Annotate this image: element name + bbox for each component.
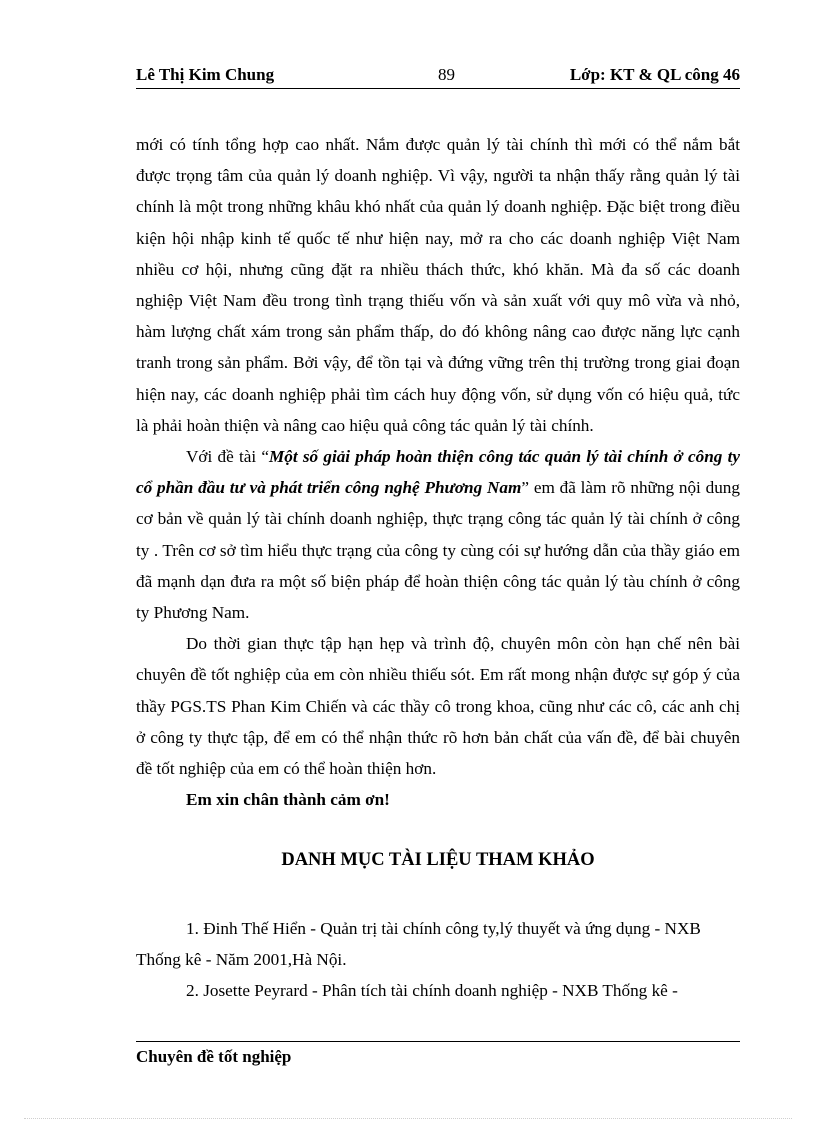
references-list	[136, 913, 740, 1007]
author-name: Lê Thị Kim Chung	[136, 65, 275, 84]
class-label: Lớp: KT & QL công 46	[569, 65, 740, 84]
header-divider	[136, 88, 740, 89]
paragraph-2	[136, 441, 740, 628]
paragraph-3: Do thời gian thực tập hạn hẹp và trình độ, chuyên môn còn hạn chế nên bài chuyên đề tốt nghiệp của em còn nhiều thiếu sót. Em rất mong nhận được sự góp ý của thầy PGS.TS Phan Kim Chiến và các thầy cô trong khoa, cũng như các cô, các anh chị ở công ty thực tập, để em có thể nhận thức rõ hơn bản chất của vấn đề, để bài chuyên đề tốt nghiệp của em có thể hoàn thiện hơn.	[136, 634, 740, 779]
footer-label: Chuyên đề tốt nghiệp	[136, 1047, 292, 1066]
thesis-title: Một số giải pháp hoàn thiện công tác quản lý tài chính ở công ty cổ phần đầu tư và phát triển công nghệ Phương Nam	[136, 447, 740, 498]
thanks-line: Em xin chân thành cảm ơn!	[186, 790, 390, 810]
page-bottom-edge	[24, 1118, 792, 1119]
paragraph-2-intro: Với đề tài “	[186, 447, 269, 467]
reference-item: 2. Josette Peyrard - Phân tích tài chính doanh nghiệp - NXB Thống kê -	[186, 981, 678, 1001]
page-number: 89	[438, 65, 455, 84]
paragraph-2-rest: ” em đã làm rõ những nội dung cơ bản về quản lý tài chính doanh nghiệp, thực trạng công tác quản lý tài chính ở công ty . Trên cơ sở tìm hiểu thực trạng của công ty cùng cói sự hướng dẫn của thầy giáo em đã mạnh dạn đưa ra một số biện pháp để hoàn thiện công tác quản lý tàu chính ở công ty Phương Nam.	[136, 478, 740, 623]
references-heading: DANH MỤC TÀI LIỆU THAM KHẢO	[281, 850, 595, 870]
footer-divider	[136, 1041, 740, 1042]
reference-item: 1. Đinh Thế Hiển - Quản trị tài chính công ty,lý thuyết và ứng dụng - NXB Thống kê - Năm 2001,Hà Nội.	[136, 919, 701, 970]
paragraph-1: mới có tính tổng hợp cao nhất. Nắm được quản lý tài chính thì mới có thể nắm bắt được trọng tâm của quản lý doanh nghiệp. Vì vậy, người ta nhận thấy rằng quản lý tài chính là một trong những khâu khó nhất của quản lý doanh nghiệp. Đặc biệt trong điều kiện hội nhập kinh tế quốc tế như hiện nay, mở ra cho các doanh nghiệp Việt Nam nhiều cơ hội, nhưng cũng đặt ra nhiều thách thức, khó khăn. Mà đa số các doanh nghiệp Việt Nam đều trong tình trạng thiếu vốn và sản xuất với quy mô vừa và nhỏ, hàm lượng chất xám trong sản phẩm thấp, do đó không nâng cao được năng lực cạnh tranh trong sản phẩm. Bởi vậy, để tồn tại và đứng vững trên thị trường trong giai đoạn hiện nay, các doanh nghiệp phải tìm cách huy động vốn, sử dụng vốn có hiệu quả, tức là phải hoàn thiện và nâng cao hiệu quả công tác quản lý tài chính.	[136, 135, 740, 435]
body-text	[136, 129, 740, 815]
